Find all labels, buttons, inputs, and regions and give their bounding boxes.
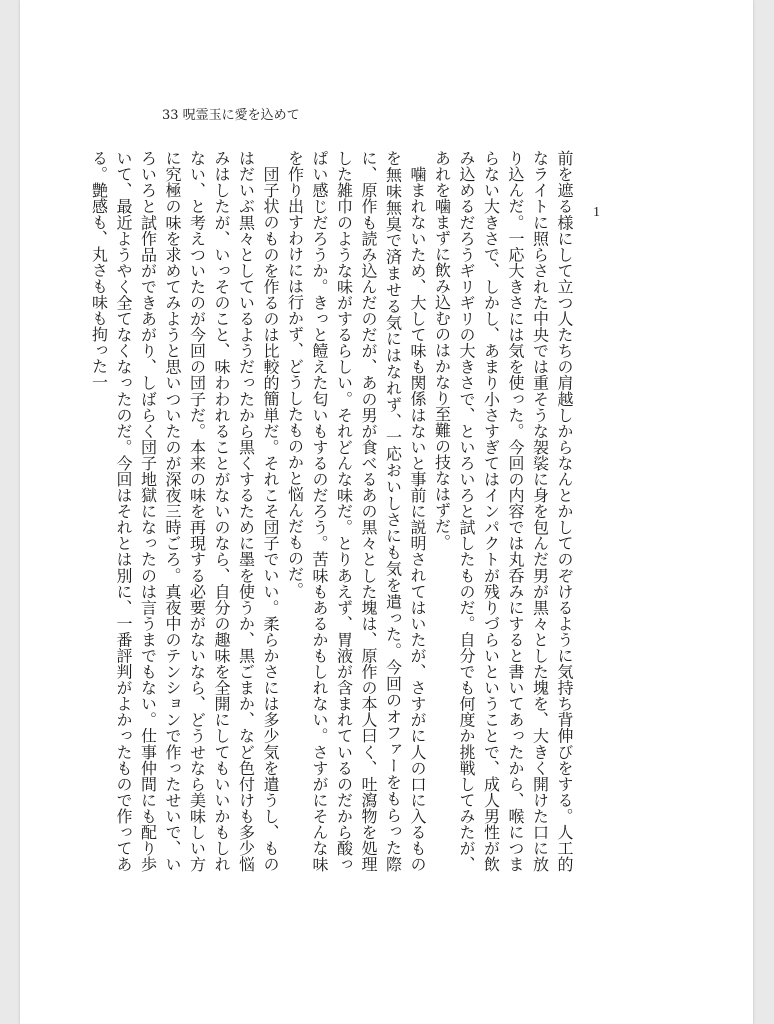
- paragraph: 噛まれないため、大して味も関係はないと事前に説明されてはいたが、さすがに人の口に入るものを無味無臭で済ませる気にはなれず、一応おいしさにも気を遣った。今回のオファーをもらった際に、原作も読み込んだのだが、あの男が食べるあの黒々とした塊は、原作の本人曰く、吐瀉物を処理した雑巾のような味がするらしい。それどんな味だ。とりあえず、胃液が含まれているのだから酸っぱい感じだろうか。きっと饐えた匂いもするのだろう。苦味もあるかもしれない。さすがにそんな味を作り出すわけには行かず、どうしたものかと悩んだものだ。: [285, 150, 427, 872]
- body-text: [89, 150, 576, 873]
- paragraph: 団子状のものを作るのは比較的簡単だ。それこそ団子でいい。柔らかさには多少気を遣うし、ものはだいぶ黒々としているようだったから黒くするために墨を使うか、黒ごまか、など色付けも多少悩みはしたが、いっそのこと、味わわれることがないのなら、自分の趣味を全開にしてもいいかもしれない、と考えついたのが今回の団子だ。本来の味を再現する必要がないなら、どうせなら美味しい方に究極の味を求めてみようと思いついたのが深夜三時ごろ。真夜中のテンションで作ったせいで、いろいろと試作品ができあがり、しばらく団子地獄になったのは言うまでもない。仕事仲間にも配り歩いて、最近ようやく全てなくなったのだ。今回はそれとは別に、一番評判がよかったもので作ってある。艶感も、丸さも味も拘った一: [89, 150, 280, 872]
- running-header: 33 呪霊玉に愛を込めて: [162, 108, 300, 123]
- document-page: [20, 0, 753, 1024]
- page-number: 1: [593, 205, 600, 220]
- paragraph: 前を遮る様にして立つ人たちの肩越しからなんとかしてのぞけるように気持ち背伸びをする。人工的なライトに照らされた中央では重そうな袈裟に身を包んだ男が黒々とした塊を、大きく開けた口に放り込んだ。一応大きさには気を使った。今回の内容では丸呑みにすると書いてあったから、喉につまらない大きさで、しかし、あまり小さすぎてはインパクトが残りづらいということで、成人男性が飲み込めるだろうギリギリの大きさで、といろいろと試したものだ。自分でも何度か挑戦してみたが、あれを噛まずに飲み込むのはかなり至難の技なはずだ。: [432, 150, 574, 873]
